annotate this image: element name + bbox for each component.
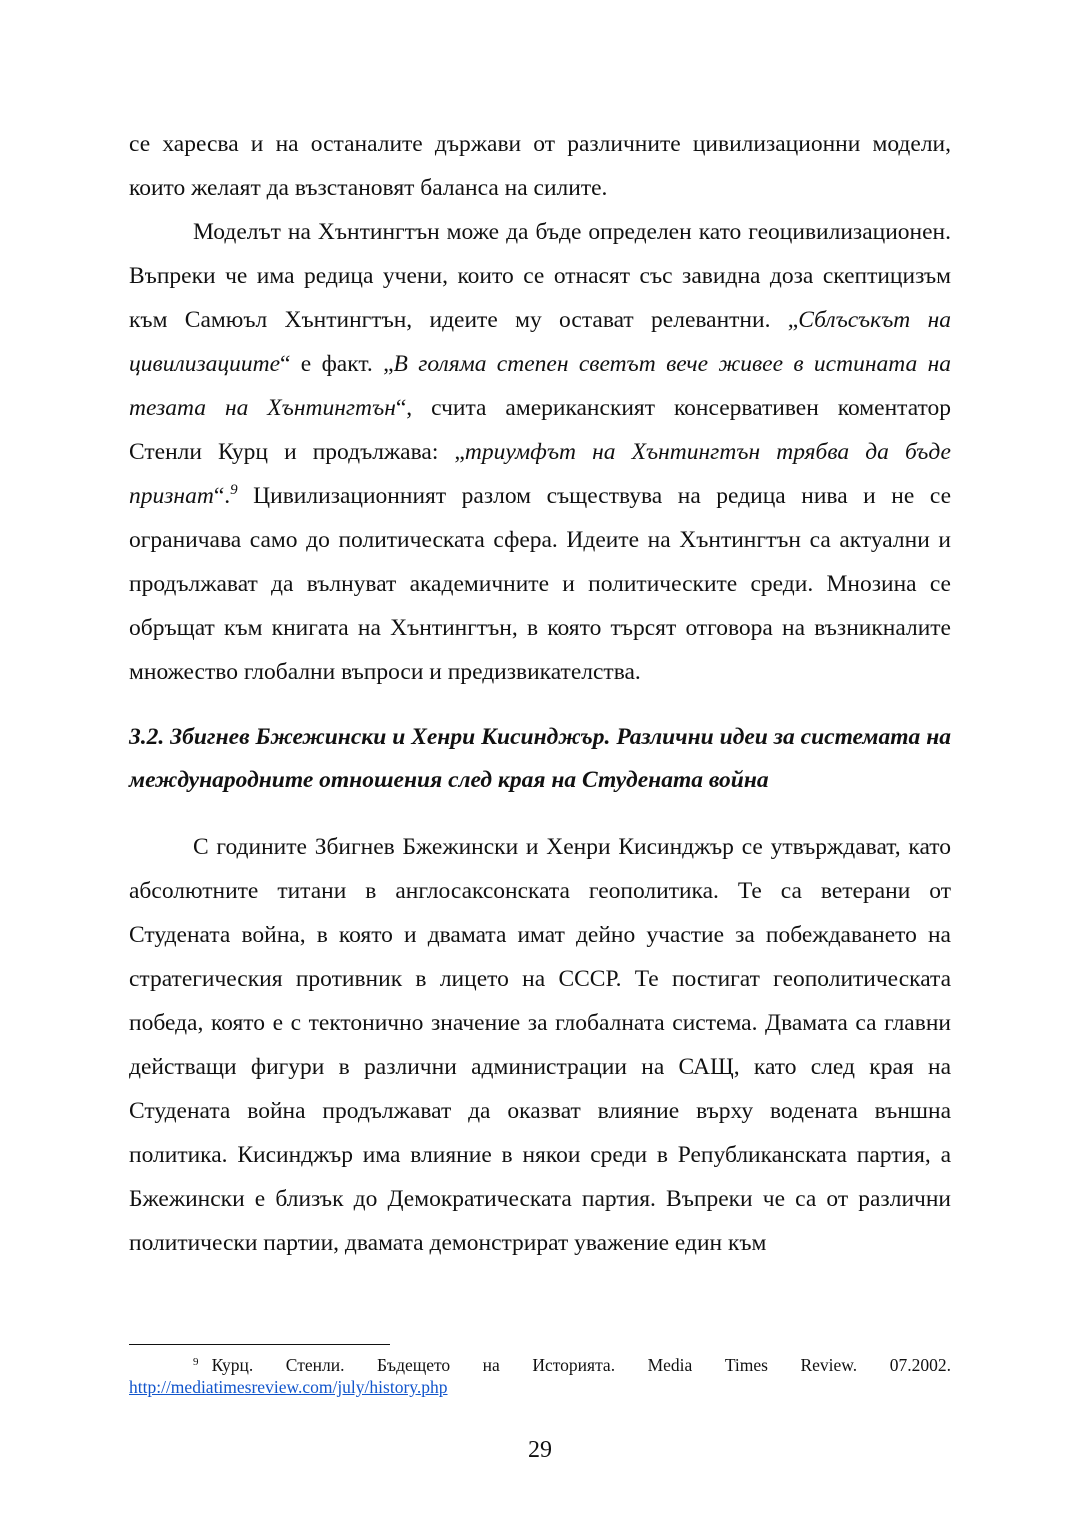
page-number: 29 [528, 1437, 552, 1463]
footnote [129, 1354, 951, 1398]
paragraph-3-text: С годините Збигнев Бжежински и Хенри Кисинджър се утвърждават, като абсолютните титани в англосаксонската геополитика. Те са ветерани от Студената война, в която и двамата имат дейно участие за побеждаването на стратегическия противник в лицето на СССР. Те постигат геополитическата победа, която е с тектонично значение за глобалната система. Двамата са главни действащи фигури в различни администрации на САЩ, като след края на Студената война продължават да оказват влияние върху водената външна политика. Кисинджър има влияние в някои среди в Републиканската партия, а Бжежински е близък до Демократическата партия. Въпреки че са от различни политически партии, двамата демонстрират уважение един към [129, 834, 951, 1256]
footnote-part-0: $^9$ Курц. [193, 1355, 254, 1375]
paragraph-2: Моделът на Хънтингтън може да бъде определен като геоцивилизационен. Въпреки че има редица учени, които се отнасят със завидна доза скептицизъм към Самюъл Хънтингтън, идеите му остават релевантни. „Сблъсъкът на цивилизациите“ е факт. „В голяма степен светът вече живее в истината на тезата на Хънтингтън“, счита американският консервативен коментатор Стенли Курц и продължава: „триумфът на Хънтингтън трябва да бъде признат“.$^9$ Цивилизационният разлом съществува на редица нива и не се ограничава само до политическата сфера. Идеите на Хънтингтън са актуални и продължават да вълнуват академичните и политическите среди. Мнозина се обръщат към книгата на Хънтингтън, в която търсят отговора на възникналите множество глобални въпроси и предизвикателства. [129, 219, 952, 685]
quote-kurtz-2: триумфът на Хънтингтън трябва да бъде признат [129, 439, 951, 509]
quote-clash-of-civilizations: Сблъсъкът на цивилизациите [129, 307, 951, 377]
footnote-separator [129, 1344, 390, 1345]
footnote-part-2: Бъдещето [376, 1355, 451, 1375]
footnote-part-1: Стенли. [285, 1355, 345, 1375]
quote-kurtz-1: В голяма степен светът вече живее в истината на тезата на Хънтингтън [129, 351, 952, 421]
section-heading: 3.2. Збигнев Бжежински и Хенри Кисинджър. Различни идеи за системата на международните отношения след края на Студената война [129, 724, 951, 793]
paragraph-3 [129, 825, 951, 1265]
paragraph-1 [129, 122, 951, 210]
footnote-link[interactable]: http://mediatimesreview.com/july/history.php [129, 1377, 448, 1397]
footnote-part-3: на [482, 1355, 500, 1375]
page-body [129, 122, 951, 1265]
footnote-part-5: Media [647, 1355, 693, 1375]
footnote-citation [129, 1354, 951, 1376]
footnote-part-6: Times [724, 1355, 768, 1375]
footnote-part-4: Историята. [532, 1355, 616, 1375]
footnote-reference[interactable]: 9 [230, 482, 238, 498]
footnote-part-7: Review. [800, 1355, 858, 1375]
footnote-number: 9 [193, 1356, 199, 1368]
footnote-part-8: 07.2002. [889, 1355, 951, 1375]
paragraph-1-text: се харесва и на останалите държави от различните цивилизационни модели, които желаят да възстановят баланса на силите. [129, 131, 951, 201]
